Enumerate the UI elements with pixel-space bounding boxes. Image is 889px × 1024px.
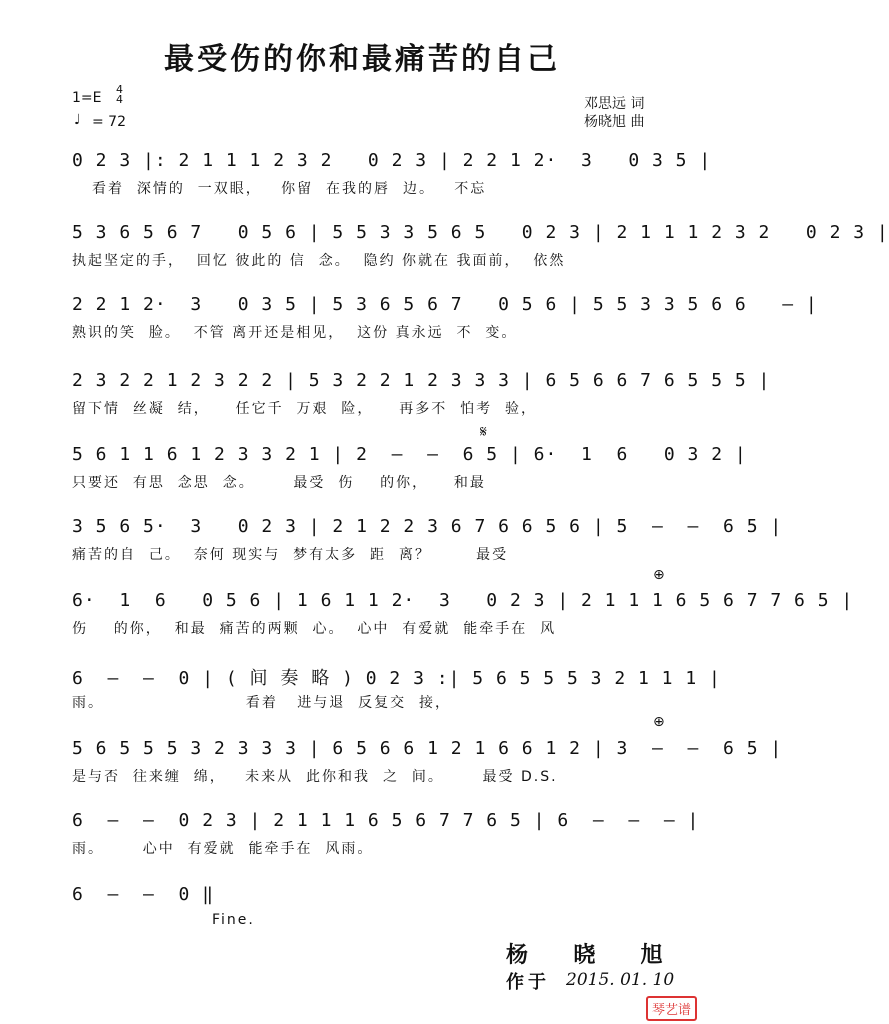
score-notes-line-10: 6 — — 0 2 3 | 2 1 1 1 6 5 6 7 7 6 5 | 6 — — — | [72,810,700,831]
segno-icon: 𝄋 [480,422,487,441]
song-title: 最受伤的你和最痛苦的自己 [164,42,560,77]
score-notes-line-2: 5 3 6 5 6 7 0 5 6 | 5 5 3 3 5 6 5 0 2 3 | 2 1 1 1 2 3 2 0 2 3 | [72,222,889,243]
lyricist-credit: 邓思远 词 [584,96,645,112]
coda-icon-2: ⊕ [653,714,665,730]
signature-date: 2015. 01. 10 [566,970,675,990]
score-notes-line-3: 2 2 1 2· 3 0 3 5 | 5 3 6 5 6 7 0 5 6 | 5 5 3 3 5 6 6 — | [72,294,818,315]
watermark-logo: 琴艺谱 [646,996,697,1021]
score-lyrics-line-7: 伤 的你， 和最 痛苦的两颗 心。 心中 有爱就 能牵手在 风 [72,621,557,637]
score-notes-line-4: 2 3 2 2 1 2 3 2 2 | 5 3 2 2 1 2 3 3 3 | 6 5 6 6 7 6 5 5 5 | [72,370,771,391]
score-lyrics-line-9: 是与否 往来缠 绵， 未来从 此你和我 之 间。 最受 D.S. [72,769,558,785]
score-notes-line-9: 5 6 5 5 5 3 2 3 3 3 | 6 5 6 6 1 2 1 6 6 1 2 | 3 — — 6 5 | [72,738,783,759]
score-lyrics-line-4: 留下情 丝凝 结， 任它千 万艰 险， 再多不 怕考 验， [72,401,538,417]
composer-credit: 杨晓旭 曲 [584,114,645,130]
tempo-marking: = 72 [92,114,126,130]
score-lyrics-line-6: 痛苦的自 己。 奈何 现实与 梦有太多 距 离？ 最受 [72,547,509,563]
score-notes-line-8: 6 — — 0 | ( 间 奏 略 ) 0 2 3 :| 5 6 5 5 5 3 2 1 1 1 | [72,668,721,689]
signature-name: 杨 晓 旭 [506,942,673,968]
score-lyrics-line-2: 执起坚定的手， 回忆 彼此的 信 念。 隐约 你就在 我面前， 依然 [72,253,566,269]
score-lyrics-line-1: 看着 深情的 一双眼， 你留 在我的唇 边。 不忘 [92,181,487,197]
quarter-note-icon: ♩ [74,112,81,128]
score-notes-line-6: 3 5 6 5· 3 0 2 3 | 2 1 2 2 3 6 7 6 6 5 6 | 5 — — 6 5 | [72,516,783,537]
key-signature: 1=E [72,90,102,106]
score-lyrics-line-3: 熟识的笑 脸。 不管 离开还是相见， 这份 真永远 不 变。 [72,325,518,341]
score-lyrics-line-10: 雨。 心中 有爱就 能牵手在 风雨。 [72,841,374,857]
coda-icon: ⊕ [653,567,665,583]
score-lyrics-line-5: 只要还 有思 念思 念。 最受 伤 的你， 和最 [72,475,486,491]
score-notes-line-1: 0 2 3 |: 2 1 1 1 2 3 2 0 2 3 | 2 2 1 2· 3 0 3 5 | [72,150,712,171]
score-notes-line-5: 5 6 1 1 6 1 2 3 3 2 1 | 2 — — 6 5 | 6· 1 6 0 3 2 | [72,444,747,465]
score-notes-line-11: 6 — — 0 ‖ [72,884,215,905]
score-lyrics-line-11: Fine. [212,912,255,928]
score-lyrics-line-8: 雨。 看着 进与退 反复交 接， [72,695,452,711]
signature-prefix: 作于 [506,972,550,993]
score-notes-line-7: 6· 1 6 0 5 6 | 1 6 1 1 2· 3 0 2 3 | 2 1 1 1 6 5 6 7 7 6 5 | [72,590,854,611]
time-signature: 4 4 [116,83,123,106]
